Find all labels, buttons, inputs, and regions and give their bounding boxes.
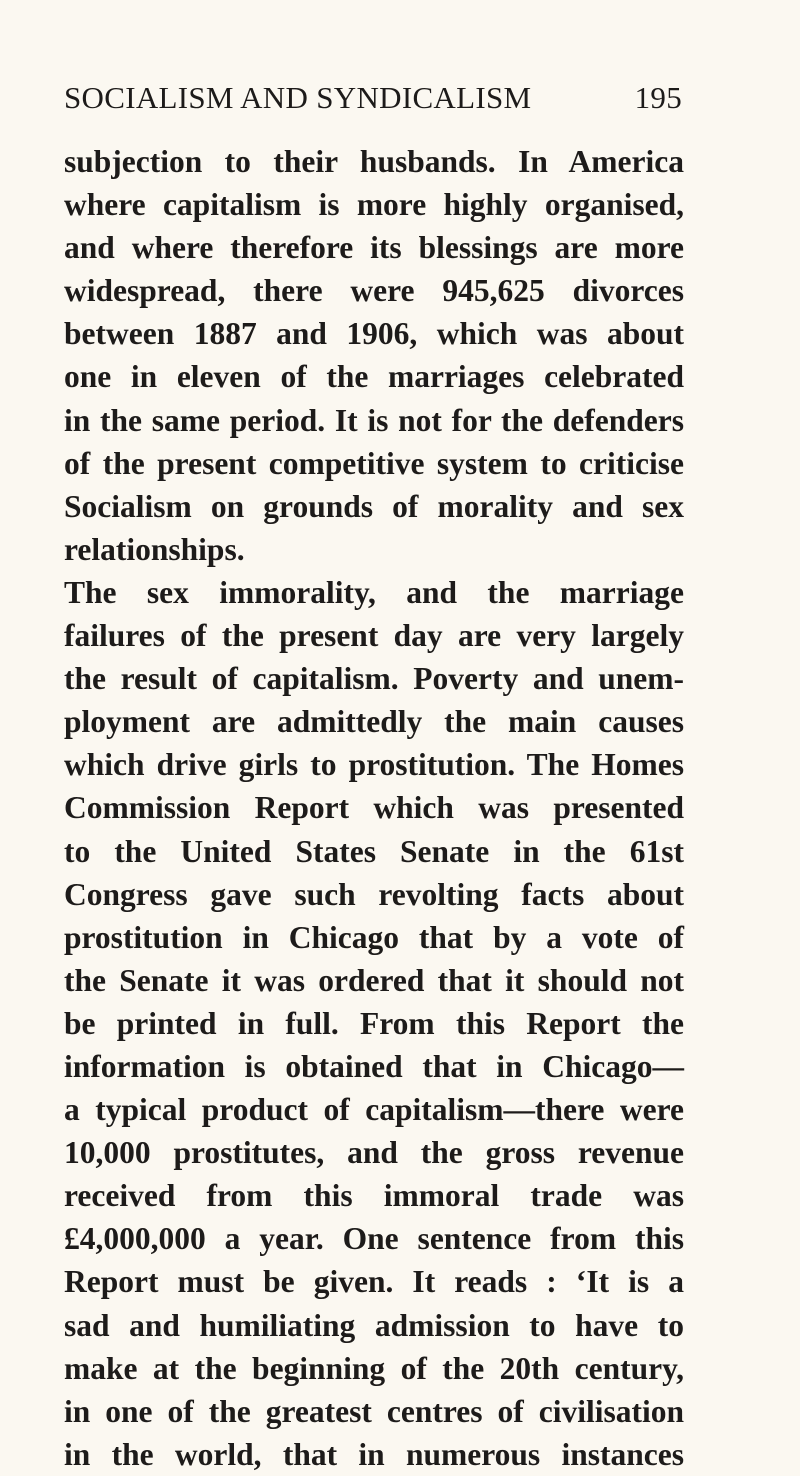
page-number: 195 (634, 80, 682, 115)
text-line: in one of the greatest centres of civilisation (64, 1393, 684, 1429)
text-line: failures of the present day are very largely (64, 618, 684, 654)
text-line: Commission Report which was presented (64, 790, 684, 826)
text-line: Socialism on grounds of morality and sex (64, 488, 684, 524)
text-line: prostitution in Chicago that by a vote of (64, 919, 684, 955)
text-line: be printed in full. From this Report the (64, 1005, 684, 1041)
text-line: Congress gave such revolting facts about (64, 876, 684, 912)
text-line: ployment are admittedly the main causes (64, 704, 684, 740)
text-line: £4,000,000 a year. One sentence from this (64, 1221, 684, 1257)
text-line: in the same period. It is not for the defenders (64, 402, 684, 438)
text-line: widespread, there were 945,625 divorces (64, 273, 684, 309)
body-text (64, 140, 684, 1476)
text-line: between 1887 and 1906, which was about (64, 316, 684, 352)
text-line: sad and humiliating admission to have to (64, 1307, 684, 1343)
text-line: to the United States Senate in the 61st (64, 833, 684, 869)
running-head-title: SOCIALISM AND SYNDICALISM (64, 80, 532, 115)
text-line: the result of capitalism. Poverty and unem- (64, 661, 684, 697)
text-line: where capitalism is more highly organised, (64, 187, 684, 223)
paragraph-end-line: relationships. (64, 531, 245, 567)
text-line: and where therefore its blessings are more (64, 230, 684, 266)
text-line: of the present competitive system to criticise (64, 445, 684, 481)
running-head (64, 80, 682, 124)
text-line: the Senate it was ordered that it should not (64, 962, 684, 998)
text-line: a typical product of capitalism—there were (64, 1092, 684, 1128)
text-line: 10,000 prostitutes, and the gross revenue (64, 1135, 684, 1171)
text-line: subjection to their husbands. In America (64, 144, 684, 179)
text-line: received from this immoral trade was (64, 1178, 684, 1214)
text-line: information is obtained that in Chicago— (64, 1048, 684, 1084)
text-line: which drive girls to prostitution. The Homes (64, 747, 684, 783)
paragraph-start-line: The sex immorality, and the marriage (64, 574, 684, 610)
text-line: make at the beginning of the 20th century, (64, 1350, 684, 1386)
text-line: in the world, that in numerous instances (64, 1436, 684, 1472)
text-line: Report must be given. It reads : ‘It is a (64, 1264, 684, 1300)
text-line: one in eleven of the marriages celebrated (64, 359, 684, 395)
